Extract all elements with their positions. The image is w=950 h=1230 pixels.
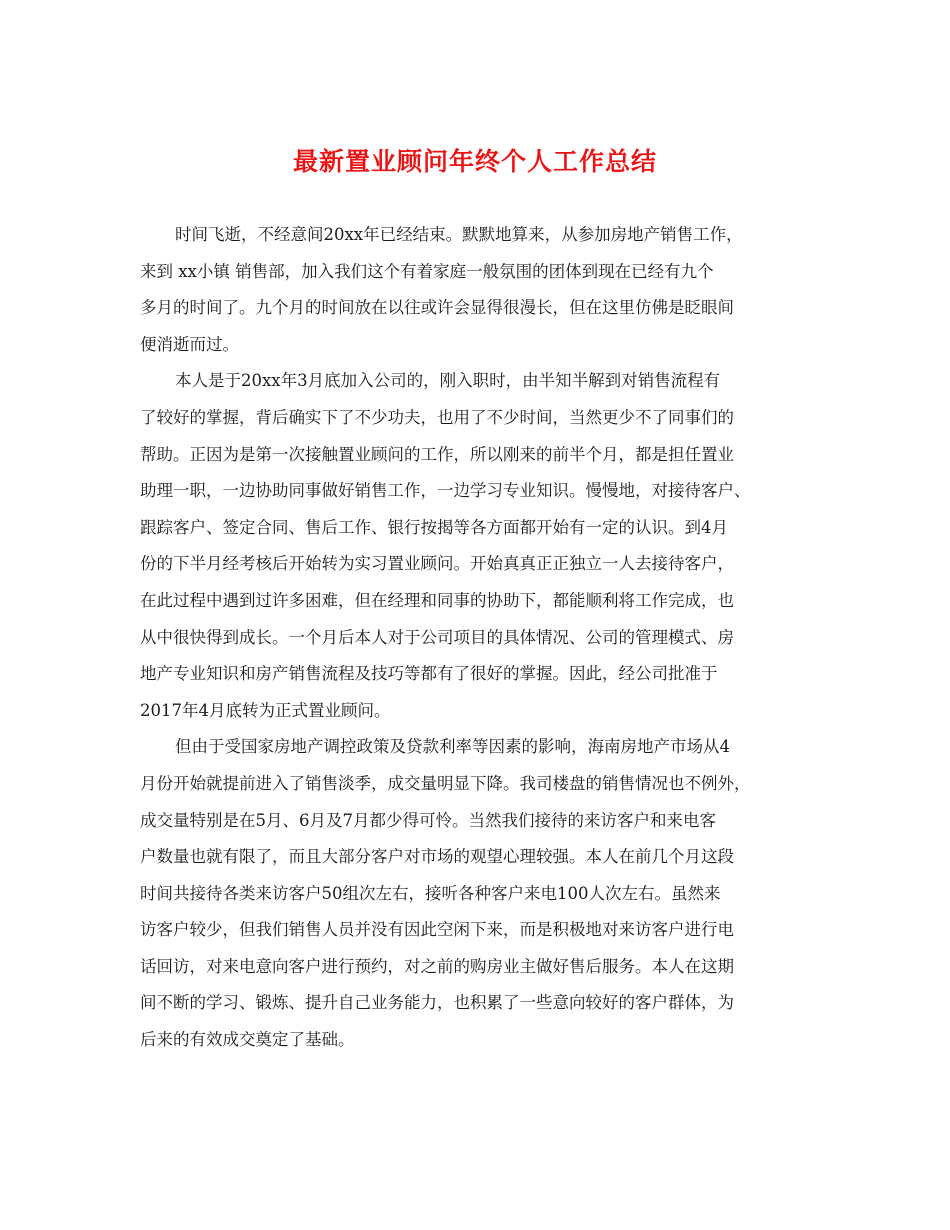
paragraph-1 <box>140 217 820 363</box>
text-line: 便消逝而过。 <box>140 334 239 354</box>
text-line: 了较好的掌握，背后确实下了不少功夫，也用了不少时间，当然更少不了同事们的 <box>140 407 734 427</box>
text-line: 帮助。正因为是第一次接触置业顾问的工作，所以刚来的前半个月，都是担任置业 <box>140 444 734 464</box>
text-line: 户数量也就有限了，而且大部分客户对市场的观望心理较强。本人在前几个月这段 <box>140 847 734 867</box>
paragraph-3 <box>140 729 820 1058</box>
text-line: 2017年4月底转为正式置业顾问。 <box>140 700 391 720</box>
text-line: 助理一职，一边协助同事做好销售工作，一边学习专业知识。慢慢地，对接待客户、 <box>140 481 751 501</box>
text-line: 跟踪客户、签定合同、售后工作、银行按揭等各方面都开始有一定的认识。到4月 <box>140 517 728 537</box>
text-line: 本人是于20xx年3月底加入公司的，刚入职时，由半知半解到对销售流程有 <box>175 371 721 391</box>
document-body <box>140 217 820 1059</box>
text-line: 在此过程中遇到过许多困难，但在经理和同事的协助下，都能顺利将工作完成，也 <box>140 590 734 610</box>
text-line: 从中很快得到成长。一个月后本人对于公司项目的具体情况、公司的管理模式、房 <box>140 627 734 647</box>
text-line: 地产专业知识和房产销售流程及技巧等都有了很好的掌握。因此，经公司批准于 <box>140 664 718 684</box>
text-line: 间不断的学习、锻炼、提升自己业务能力，也积累了一些意向较好的客户群体，为 <box>140 993 734 1013</box>
text-line: 但由于受国家房地产调控政策及贷款利率等因素的影响，海南房地产市场从4 <box>175 737 730 757</box>
text-line: 月份开始就提前进入了销售淡季，成交量明显下降。我司楼盘的销售情况也不例外， <box>140 773 751 793</box>
text-line: 时间共接待各类来访客户50组次左右，接听各种客户来电100人次左右。虽然来 <box>140 883 721 903</box>
text-line: 来到 xx小镇 销售部，加入我们这个有着家庭一般氛围的团体到现在已经有九个 <box>140 261 714 281</box>
text-line: 份的下半月经考核后开始转为实习置业顾问。开始真真正正独立一人去接待客户， <box>140 554 734 574</box>
text-line: 访客户较少，但我们销售人员并没有因此空闲下来，而是积极地对来访客户进行电 <box>140 920 734 940</box>
paragraph-2 <box>140 363 820 729</box>
text-line: 话回访，对来电意向客户进行预约，对之前的购房业主做好售后服务。本人在这期 <box>140 956 734 976</box>
text-line: 后来的有效成交奠定了基础。 <box>140 1030 355 1050</box>
text-line: 多月的时间了。九个月的时间放在以往或许会显得很漫长，但在这里仿佛是眨眼间 <box>140 298 734 318</box>
document-title: 最新置业顾问年终个人工作总结 <box>292 147 657 176</box>
text-line: 时间飞逝，不经意间20xx年已经结束。默默地算来，从参加房地产销售工作， <box>175 225 743 244</box>
text-line: 成交量特别是在5月、6月及7月都少得可怜。当然我们接待的来访客户和来电客 <box>140 810 716 830</box>
